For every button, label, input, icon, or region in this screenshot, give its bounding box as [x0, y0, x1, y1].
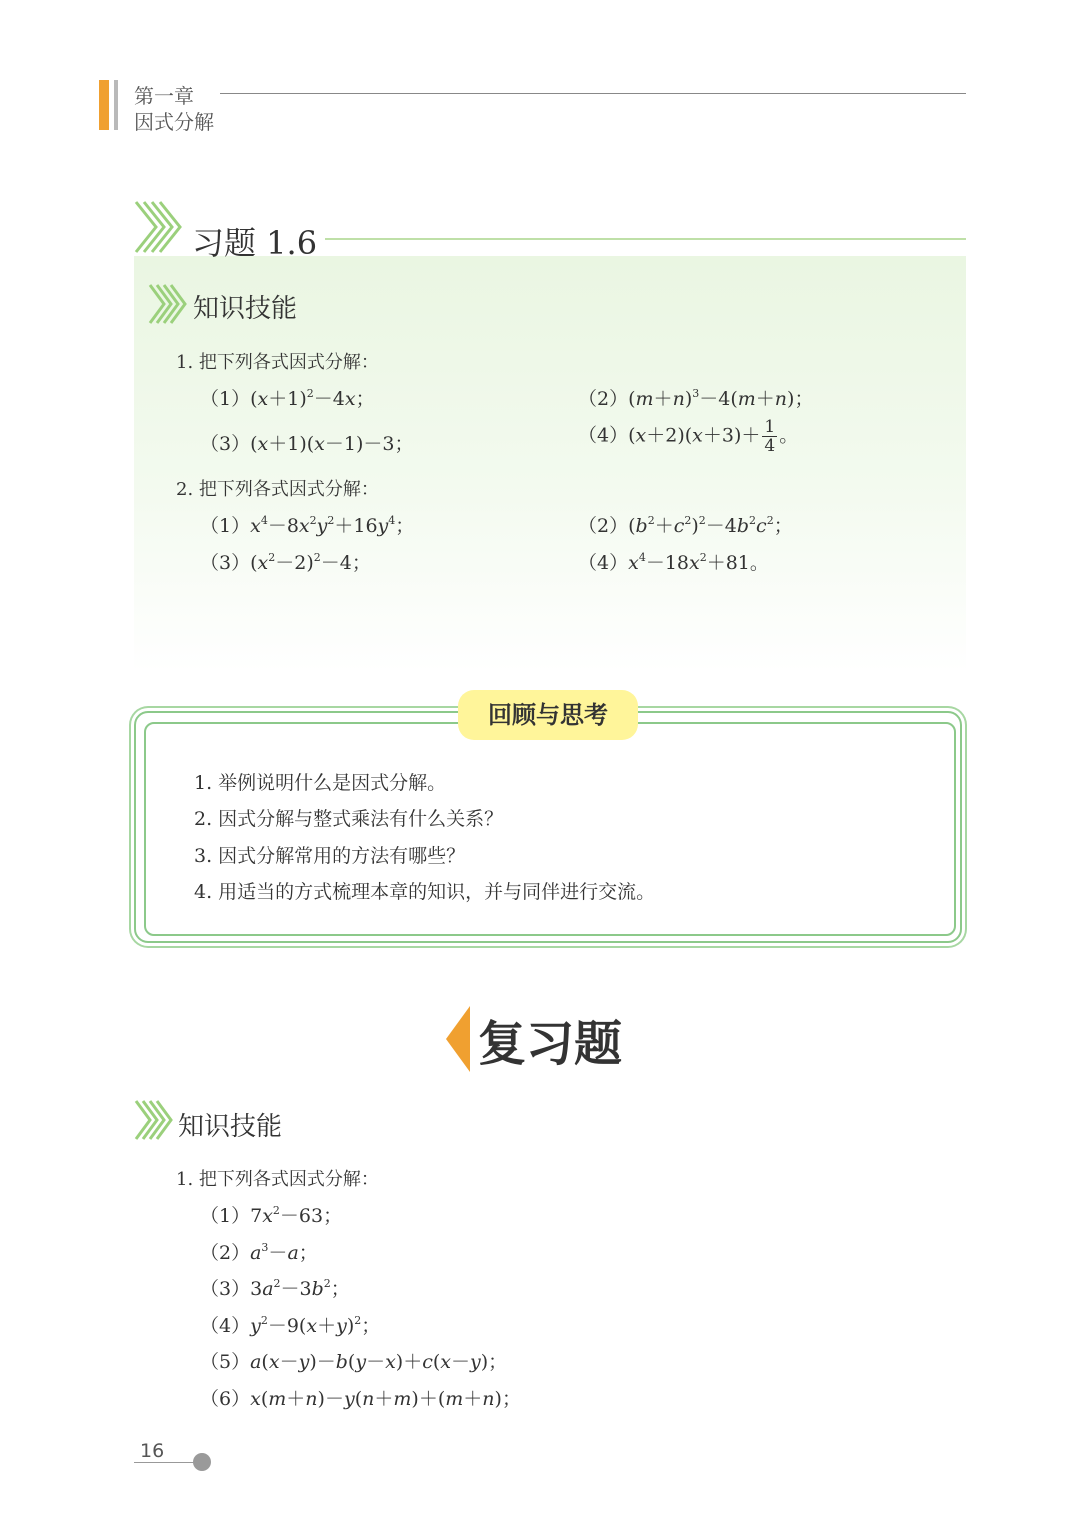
rq1-item-1: $(1)7x^2-63$；: [200, 1204, 343, 1227]
rq1-item-2: $(2)a^3-a$；: [200, 1241, 318, 1264]
page-rule: [134, 1462, 196, 1463]
review-item-1: 1. 举例说明什么是因式分解。: [194, 772, 447, 794]
rq1-item-6: （6）x(m＋n)－y(n＋m)＋(m＋n)；: [200, 1388, 521, 1410]
page-dot: [193, 1453, 211, 1471]
review-item-4: 4. 用适当的方式梳理本章的知识，并与同伴进行交流。: [194, 881, 656, 903]
chapter-accent-bar-gray: [114, 80, 118, 130]
chapter-label: 第一章: [134, 84, 194, 108]
q1-item-2: $(2)(m+n)^3-4(m+n)$；: [578, 387, 814, 410]
chevrons-icon: [134, 1098, 174, 1142]
rq1-item-4: $(4)y^2-9(x+y)^2$；: [200, 1314, 381, 1337]
header-rule: [220, 93, 966, 94]
q1-item-1: $(1)(x+1)^2-4x$；: [200, 387, 375, 410]
exercise-title: 习题 1.6: [192, 224, 318, 262]
exercise-title-rule: [325, 238, 966, 240]
rq1-item-5: （5）a(x－y)－b(y－x)＋c(x－y)；: [200, 1351, 508, 1373]
chapter-title: 因式分解: [134, 110, 214, 134]
page-number: 16: [140, 1440, 165, 1462]
chapter-accent-bar: [99, 80, 109, 130]
question-1: 1. 把下列各式因式分解：: [176, 352, 379, 373]
review-section-title: 复习题: [478, 1016, 623, 1072]
q1-item-4: （4）(x＋2)(x＋3)＋ $\frac{1}{4}$ 。: [578, 417, 799, 456]
review-section-subtitle: 知识技能: [178, 1112, 283, 1142]
review-item-2: 2. 因式分解与整式乘法有什么关系？: [194, 808, 504, 830]
question-2: 2. 把下列各式因式分解：: [176, 479, 379, 500]
q2-item-4: $(4)x^4-18x^2+81$。: [578, 551, 769, 574]
review-question-1: 1. 把下列各式因式分解：: [176, 1169, 379, 1190]
review-title: 回顾与思考: [488, 701, 608, 729]
chevrons-icon: [134, 198, 184, 256]
q2-item-1: $(1)x^4-8x^2y^2+16y^4$；: [200, 514, 415, 537]
q2-item-3: $(3)(x^2-2)^2-4$；: [200, 551, 371, 574]
q2-item-2: $(2)(b^2+c^2)^2-4b^2c^2$；: [578, 514, 793, 537]
chevrons-icon: [148, 282, 188, 326]
review-item-3: 3. 因式分解常用的方法有哪些？: [194, 845, 466, 867]
q1-item-3: （3）(x＋1)(x－1)－3；: [200, 433, 414, 455]
exercise-subtitle: 知识技能: [193, 294, 298, 324]
rq1-item-3: $(3)3a^2-3b^2$；: [200, 1277, 350, 1300]
title-arrow-icon: [446, 1006, 470, 1072]
